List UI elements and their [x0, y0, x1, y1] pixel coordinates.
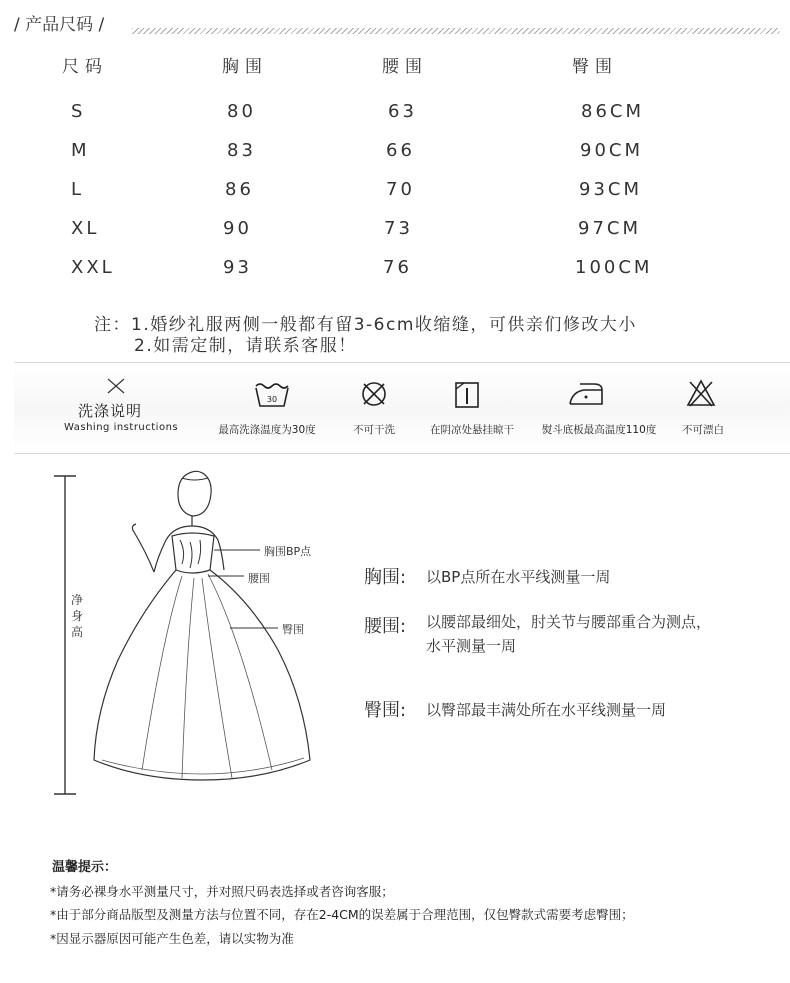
table-row	[0, 218, 790, 244]
measure-term-waist: 腰围:	[364, 616, 407, 637]
cell-bust: 86	[225, 179, 254, 200]
height-label: 净身高	[70, 593, 83, 639]
wash-label: 不可漂白	[682, 424, 724, 436]
cell-size: M	[71, 140, 90, 161]
no-bleach-icon	[686, 378, 716, 408]
iron-low-temp-icon	[566, 378, 606, 410]
header-dashed-rule	[132, 28, 780, 34]
section-header	[14, 14, 780, 36]
table-row	[0, 179, 790, 205]
cell-bust: 83	[227, 140, 256, 161]
measure-desc-bust: 以BP点所在水平线测量一周	[426, 568, 611, 586]
tip-line: *请务必裸身水平测量尺寸，并对照尺码表选择或者咨询客服；	[50, 884, 394, 899]
line-dry-shade-icon	[453, 378, 481, 410]
cell-waist: 66	[386, 140, 415, 161]
wash-label: 熨斗底板最高温度110度	[541, 424, 657, 436]
note-line-2: 2.如需定制，请联系客服！	[134, 336, 357, 356]
cell-waist: 70	[386, 179, 415, 200]
table-row	[0, 140, 790, 166]
cell-waist: 63	[388, 101, 417, 122]
measure-term-hip: 臀围:	[364, 700, 407, 721]
tips-title: 温馨提示：	[52, 860, 118, 875]
wash-label: 在阴凉处悬挂晾干	[430, 424, 514, 436]
measure-desc-waist: 以腰部最细处，肘关节与腰部重合为测点，水平测量一周	[426, 613, 712, 655]
wash-30-icon	[252, 378, 292, 410]
cell-hip: 90CM	[580, 140, 644, 161]
cell-waist: 73	[384, 218, 413, 239]
hip-figure-label: 臀围	[282, 623, 304, 636]
tip-line: *由于部分商品版型及测量方法与位置不同，存在2-4CM的误差属于合理范围，仅包臀款式需要考虑臀围；	[50, 907, 634, 922]
tip-line: *因显示器原因可能产生色差，请以实物为准	[50, 931, 294, 946]
washing-subtitle: Washing instructions	[64, 422, 179, 433]
section-title: / 产品尺码 /	[14, 14, 110, 36]
washing-title: 洗涤说明	[78, 402, 143, 420]
cell-size: S	[71, 101, 86, 122]
no-dry-clean-icon	[359, 378, 389, 408]
column-header-size: 尺码	[62, 57, 108, 77]
column-header-hip: 臀围	[572, 57, 618, 77]
column-header-waist: 腰围	[382, 57, 428, 77]
cell-hip: 100CM	[575, 257, 653, 278]
cell-waist: 76	[383, 257, 412, 278]
cell-hip: 97CM	[578, 218, 642, 239]
wash-label: 不可干洗	[353, 424, 395, 436]
table-row	[0, 257, 790, 283]
cross-icon	[106, 377, 126, 395]
cell-hip: 93CM	[579, 179, 643, 200]
waist-figure-label: 腰围	[248, 572, 270, 585]
table-row	[0, 101, 790, 127]
cell-size: L	[71, 179, 85, 200]
bust-bp-label: 胸围BP点	[264, 545, 312, 558]
cell-bust: 93	[223, 257, 252, 278]
cell-bust: 80	[227, 101, 256, 122]
cell-size: XL	[71, 218, 100, 239]
measure-term-bust: 胸围:	[364, 567, 407, 588]
wash-label: 最高洗涤温度为30度	[218, 424, 316, 436]
wash-temp-text: 30	[266, 395, 278, 404]
column-header-bust: 胸围	[222, 57, 268, 77]
cell-bust: 90	[223, 218, 252, 239]
note-line-1: 注：1.婚纱礼服两侧一般都有留3-6cm收缩缝，可供亲们修改大小	[94, 315, 637, 335]
cell-hip: 86CM	[581, 101, 645, 122]
cell-size: XXL	[71, 257, 115, 278]
divider	[14, 453, 790, 454]
measure-desc-hip: 以臀部最丰满处所在水平线测量一周	[426, 701, 667, 719]
